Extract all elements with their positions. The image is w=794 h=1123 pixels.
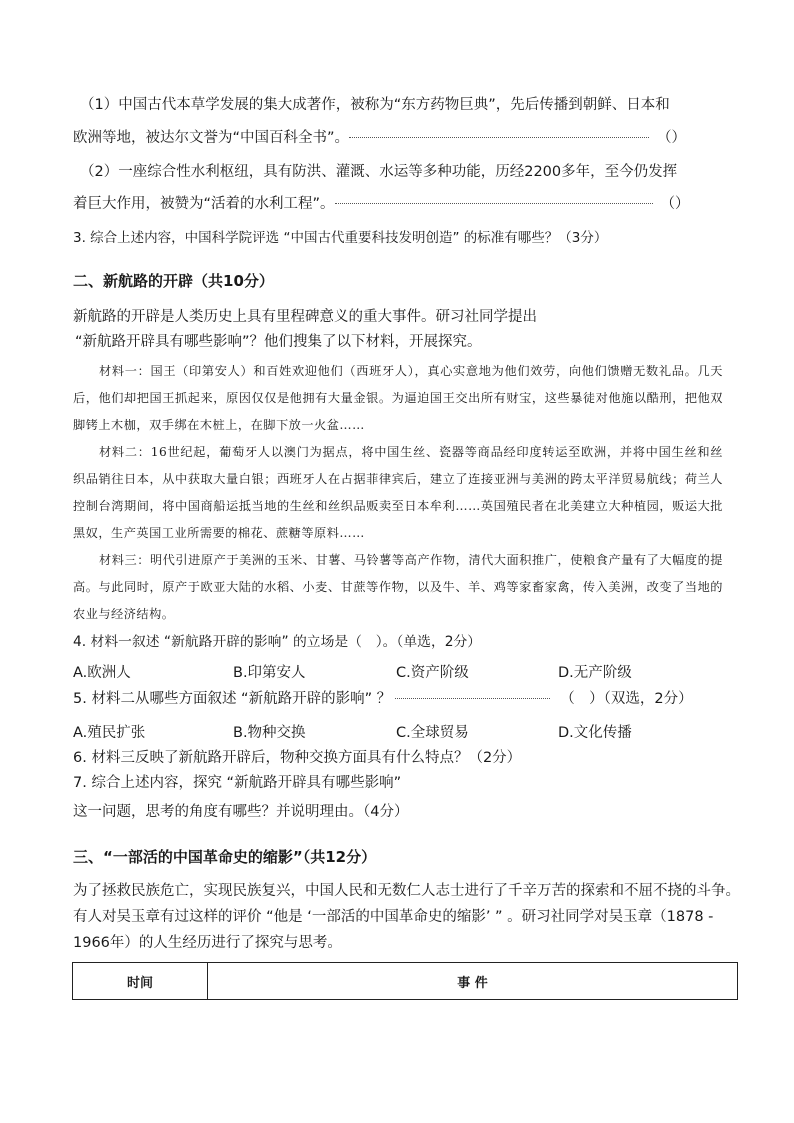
table-header-row bbox=[73, 963, 738, 1000]
materials-block bbox=[73, 358, 723, 628]
q5-option-d: D.文化传播 bbox=[558, 725, 632, 741]
section-heading-3: 三、“一部活的中国革命史的缩影”（共12分） bbox=[73, 848, 377, 866]
item2-text: 着巨大作用，被赞为“活着的水利工程”。 bbox=[73, 196, 335, 212]
q4-option-d: D.无产阶级 bbox=[558, 665, 632, 681]
section-heading-2: 二、新航路的开辟（共10分） bbox=[73, 272, 274, 290]
answer-dots bbox=[335, 203, 653, 204]
item1-line2 bbox=[73, 128, 686, 148]
item2-line2 bbox=[73, 194, 690, 214]
material-3: 材料三：明代引进原产于美洲的玉米、甘薯、马铃薯等高产作物，清代大面积推广，使粮食产量有了大幅度的提高。与此同时，原产于欧亚大陆的水稻、小麦、甘蔗等作物，以及牛、羊、鸡等家畜家禽，传入美洲，改变了当地的农业与经济结构。 bbox=[73, 553, 723, 621]
part2-intro-line1: 新航路的开辟是人类历史上具有里程碑意义的重大事件。研习社同学提出 bbox=[73, 309, 537, 325]
answer-paren: （） bbox=[660, 196, 690, 212]
part3-intro-line2: 有人对吴玉章有过这样的评价 “他是 ‘一部活的中国革命史的缩影’ ” 。研习社同学对吴玉章（1878 - bbox=[73, 909, 714, 925]
q4-option-b: B.印第安人 bbox=[233, 665, 306, 681]
part2-intro-line2: “新航路开辟具有哪些影响”？他们搜集了以下材料，开展探究。 bbox=[75, 334, 482, 350]
answer-paren: （） bbox=[657, 130, 687, 146]
material-2: 材料二：16世纪起，葡萄牙人以澳门为据点，将中国生丝、瓷器等商品经印度转运至欧洲，并将中国生丝和丝织品销往日本，从中获取大量白银；西班牙人在占据菲律宾后，建立了连接亚洲与美洲的跨太平洋贸易航线；荷兰人控制台湾期间，将中国商船运抵当地的生丝和丝织品贩卖至日本牟利……英国殖民者在北美建立大种植园，贩运大批黑奴，生产英国工业所需要的棉花、蔗糖等原料…… bbox=[73, 445, 723, 540]
table-header-event: 事 件 bbox=[208, 963, 738, 1000]
table-header-time: 时间 bbox=[73, 963, 208, 1000]
question-3: 3. 综合上述内容，中国科学院评选 “中国古代重要科技发明创造” 的标准有哪些？（3分） bbox=[73, 230, 608, 246]
answer-dots bbox=[395, 698, 550, 699]
item1-text: 欧洲等地，被达尔文誉为“中国百科全书”。 bbox=[73, 130, 350, 146]
answer-dots bbox=[349, 137, 649, 138]
part3-intro-line1: 为了拯救民族危亡，实现民族复兴，中国人民和无数仁人志士进行了千辛万苦的探索和不屈不挠的斗争。 bbox=[73, 883, 740, 899]
question-5 bbox=[73, 689, 693, 709]
material-1: 材料一：国王（印第安人）和百姓欢迎他们（西班牙人），真心实意地为他们效劳，向他们馈赠无数礼品。几天后，他们却把国王抓起来，原因仅仅是他拥有大量金银。为逼迫国王交出所有财宝，这些暴徒对他施以酷刑，把他双脚铐上木枷，双手绑在木桩上，在脚下放一火盆…… bbox=[73, 364, 723, 432]
q5-option-b: B.物种交换 bbox=[233, 725, 306, 741]
question-6: 6. 材料三反映了新航路开辟后，物种交换方面具有什么特点？（2分） bbox=[73, 750, 522, 766]
q5-option-a: A.殖民扩张 bbox=[73, 725, 146, 741]
item2-line1: （2）一座综合性水利枢纽，具有防洪、灌溉、水运等多种功能，历经2200多年，至今仍发挥 bbox=[80, 164, 678, 180]
q4-option-c: C.资产阶级 bbox=[396, 665, 469, 681]
question-7-line1: 7. 综合上述内容，探究 “新航路开辟具有哪些影响” bbox=[73, 775, 402, 791]
events-table bbox=[72, 962, 738, 1000]
q5-option-c: C.全球贸易 bbox=[396, 725, 469, 741]
part3-intro-line3: 1966年）的人生经历进行了探究与思考。 bbox=[73, 935, 342, 951]
item1-line1: （1）中国古代本草学发展的集大成著作，被称为“东方药物巨典”，先后传播到朝鲜、日本和 bbox=[80, 97, 670, 113]
q5-tail: （ ）（双选，2分） bbox=[560, 691, 693, 707]
q4-option-a: A.欧洲人 bbox=[73, 665, 131, 681]
q5-text: 5. 材料二从哪些方面叙述 “新航路开辟的影响” ？ bbox=[73, 691, 392, 707]
question-7-line2: 这一问题，思考的角度有哪些？并说明理由。（4分） bbox=[73, 804, 409, 820]
question-4: 4. 材料一叙述 “新航路开辟的影响” 的立场是（ ）。（单选，2分） bbox=[73, 634, 482, 650]
